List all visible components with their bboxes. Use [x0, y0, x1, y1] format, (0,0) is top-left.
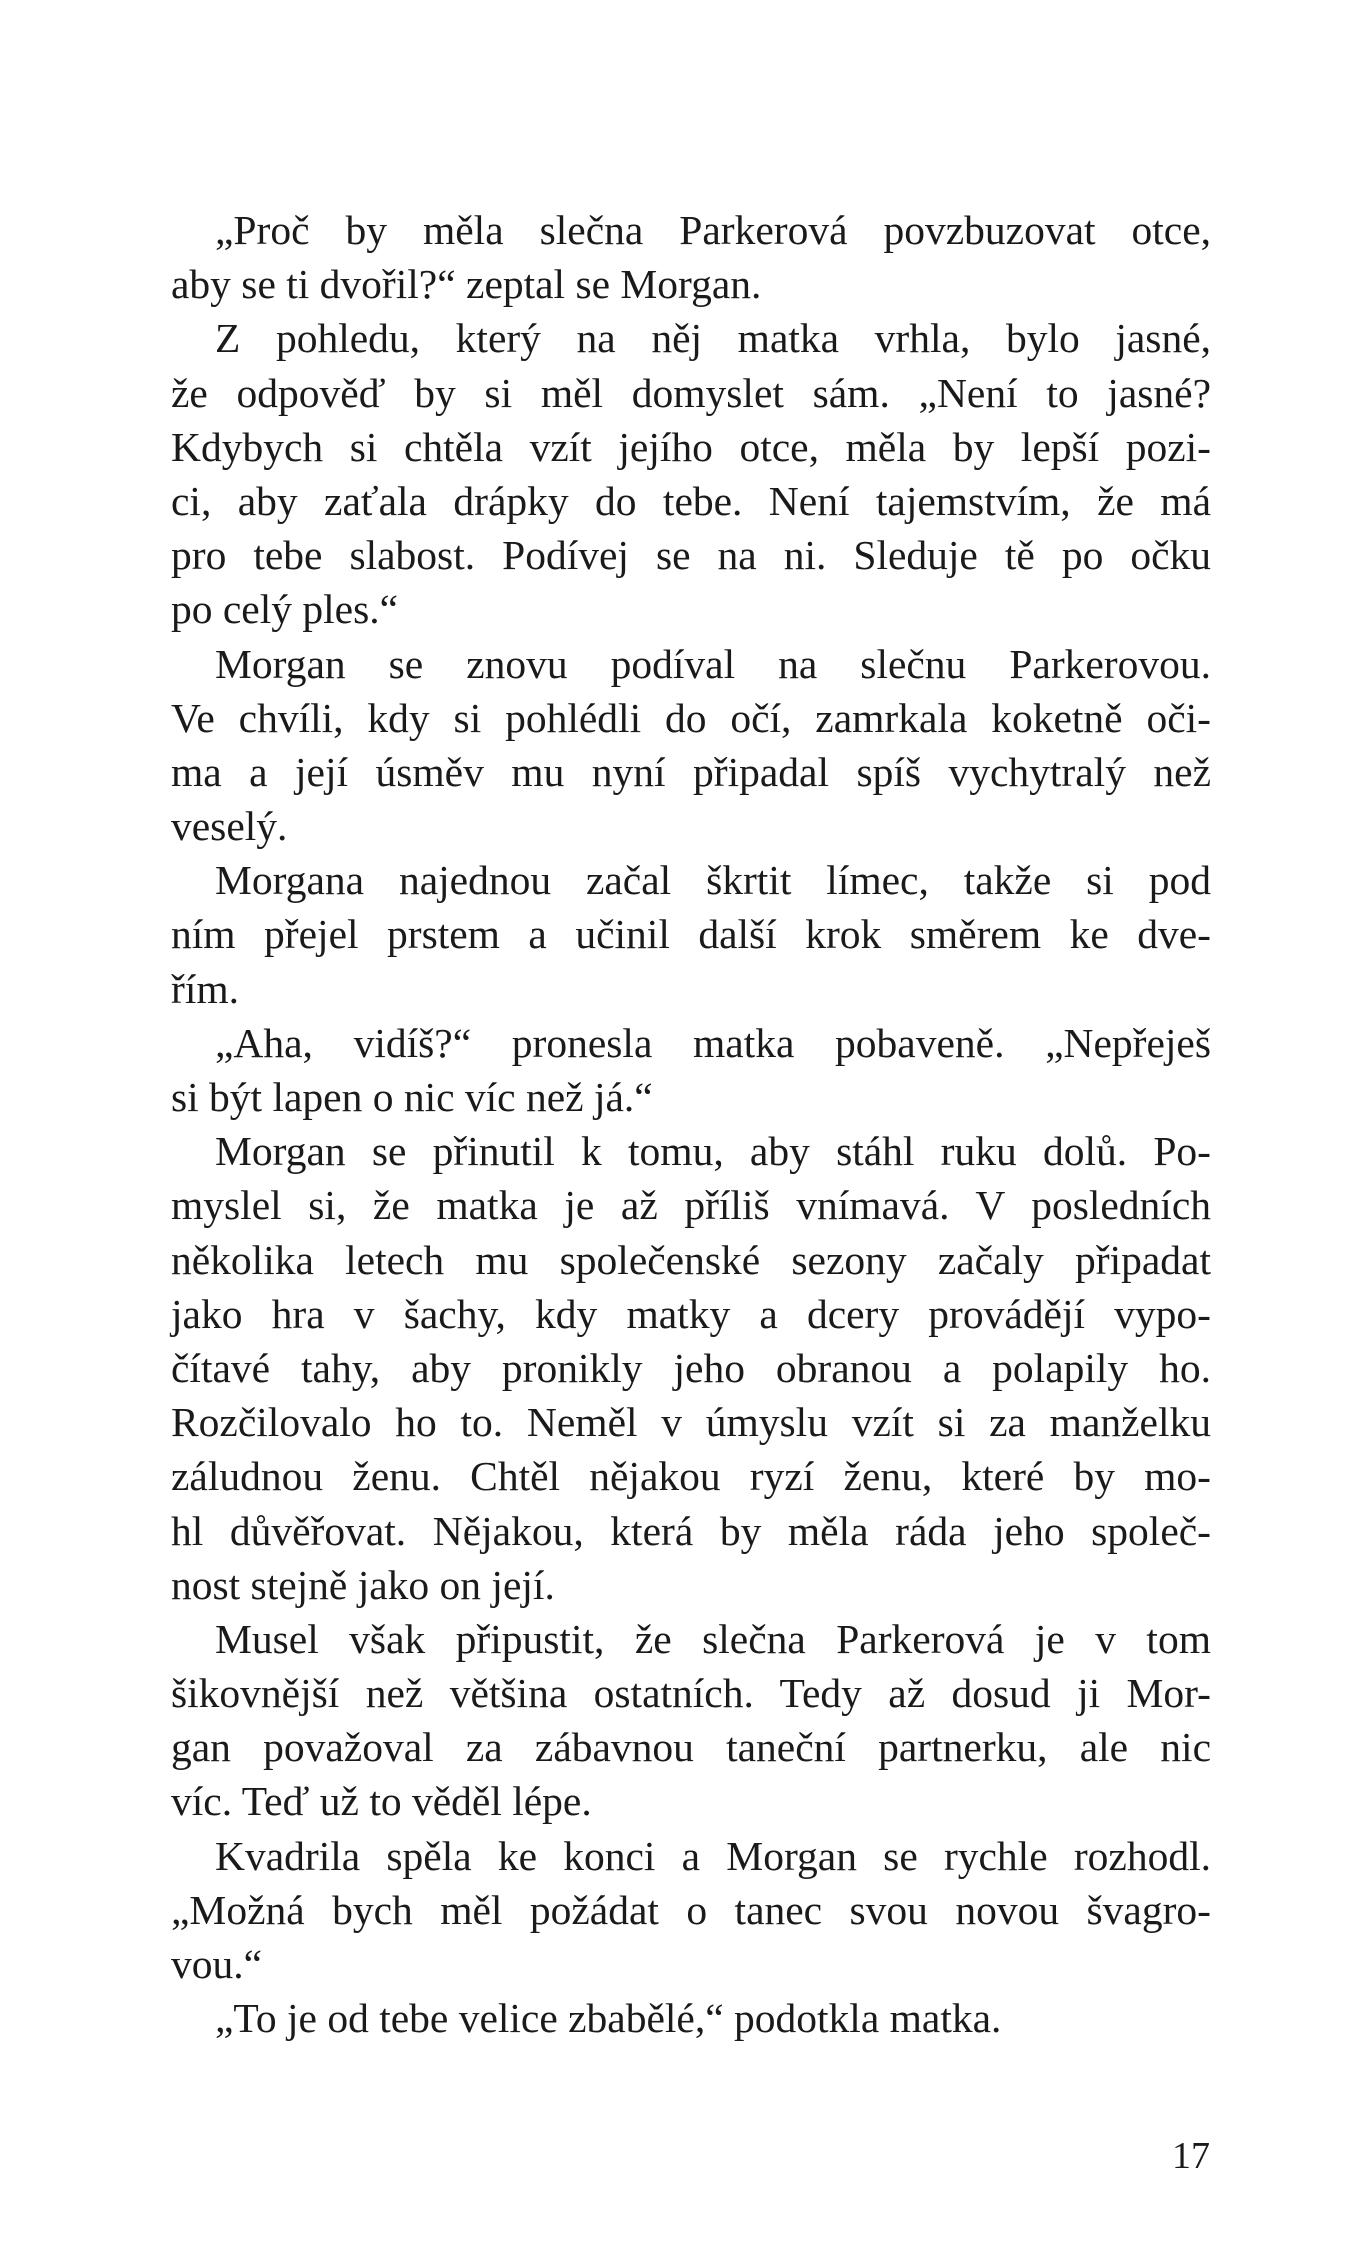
text-line: gan považoval za zábavnou taneční partnerku, ale nic	[171, 1724, 1211, 1771]
text-line: ci, aby zaťala drápky do tebe. Není tajemstvím, že má	[171, 477, 1211, 524]
text-line: Rozčilovalo ho to. Neměl v úmyslu vzít si za manželku	[171, 1399, 1211, 1446]
text-line: Morgan se znovu podíval na slečnu Parkerovou.	[215, 640, 1211, 687]
text-line: Ve chvíli, kdy si pohlédli do očí, zamrkala koketně oči-	[171, 694, 1211, 741]
text-line: si být lapen o nic víc než já.“	[171, 1074, 653, 1120]
text-line: Kdybych si chtěla vzít jejího otce, měla by lepší pozi-	[171, 423, 1211, 470]
text-line: „Proč by měla slečna Parkerová povzbuzovat otce,	[215, 207, 1211, 253]
text-line: Morgana najednou začal škrtit límec, takže si pod	[215, 857, 1211, 904]
text-line: že odpověď by si měl domyslet sám. „Není to jasné?	[171, 369, 1211, 416]
text-line: hl důvěřovat. Nějakou, která by měla ráda jeho společ-	[171, 1507, 1211, 1554]
text-line: jako hra v šachy, kdy matky a dcery provádějí vypo-	[171, 1290, 1211, 1337]
text-line: vou.“	[171, 1941, 263, 1987]
text-line: veselý.	[171, 803, 288, 850]
text-line: myslel si, že matka je až příliš vnímavá. V posledních	[171, 1182, 1211, 1229]
text-line: nost stejně jako on její.	[171, 1561, 555, 1608]
text-line: Z pohledu, který na něj matka vrhla, bylo jasné,	[215, 315, 1211, 362]
text-line: několika letech mu společenské sezony začaly připadat	[171, 1236, 1211, 1283]
text-line: „Aha, vidíš?“ pronesla matka pobaveně. „Nepřeješ	[215, 1019, 1211, 1066]
text-line: po celý ples.“	[171, 586, 399, 633]
text-line: aby se ti dvořil?“ zeptal se Morgan.	[171, 261, 762, 308]
text-line: čítavé tahy, aby pronikly jeho obranou a polapily ho.	[171, 1344, 1211, 1391]
text-line: záludnou ženu. Chtěl nějakou ryzí ženu, které by mo-	[171, 1453, 1211, 1500]
text-line: Morgan se přinutil k tomu, aby stáhl ruku dolů. Po-	[215, 1128, 1211, 1175]
text-line: ním přejel prstem a učinil další krok směrem ke dve-	[171, 911, 1211, 958]
text-line: ma a její úsměv mu nyní připadal spíš vychytralý než	[171, 748, 1211, 795]
text-line: šikovnější než většina ostatních. Tedy až dosud ji Mor-	[171, 1670, 1211, 1717]
text-line: pro tebe slabost. Podívej se na ni. Sleduje tě po očku	[171, 532, 1211, 579]
text-line: „Možná bych měl požádat o tanec svou novou švagro-	[171, 1886, 1211, 1933]
body-text	[171, 203, 1211, 2045]
text-line: „To je od tebe velice zbabělé,“ podotkla matka.	[215, 1995, 1002, 2042]
text-line: řím.	[171, 965, 240, 1012]
text-line: Musel však připustit, že slečna Parkerová je v tom	[215, 1615, 1211, 1662]
page-number: 17	[1172, 2135, 1210, 2177]
text-line: víc. Teď už to věděl lépe.	[171, 1778, 592, 1825]
text-line: Kvadrila spěla ke konci a Morgan se rychle rozhodl.	[215, 1832, 1211, 1879]
